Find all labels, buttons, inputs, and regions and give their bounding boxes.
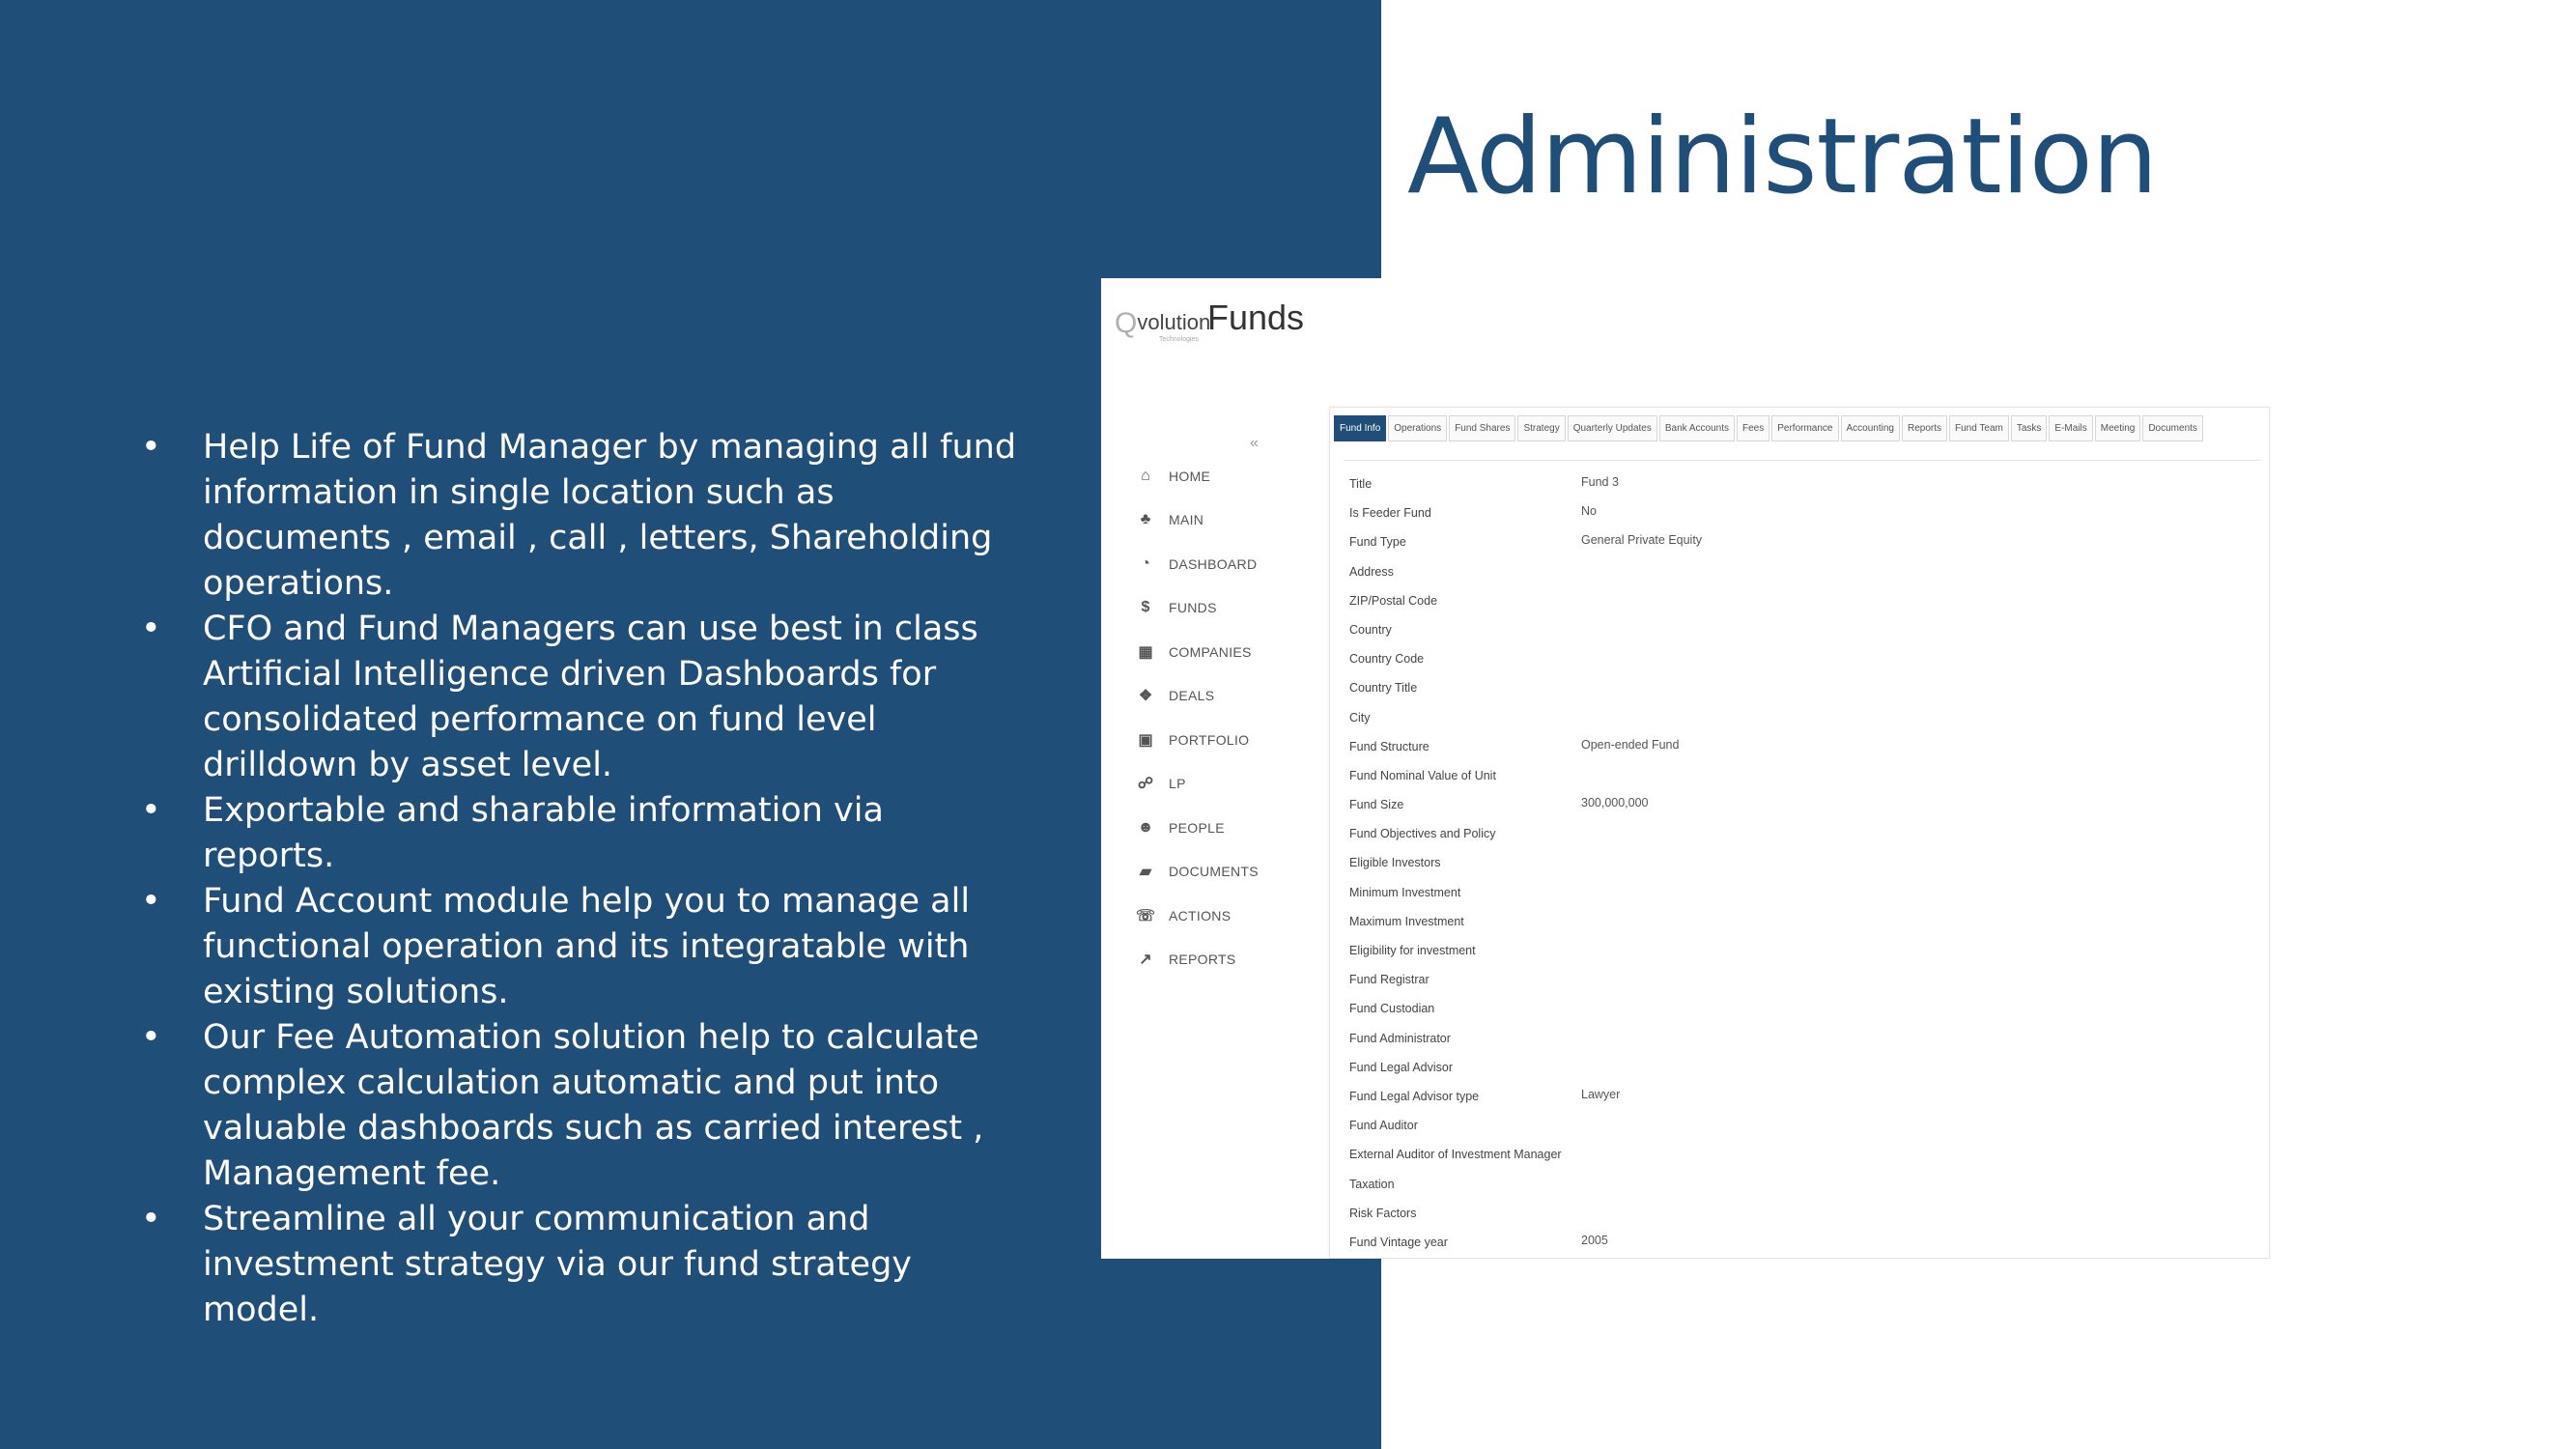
field-value: Lawyer bbox=[1581, 1087, 1621, 1101]
app-screenshot bbox=[1101, 278, 2270, 1259]
field-label: Address bbox=[1349, 564, 1394, 579]
bullet-list bbox=[135, 425, 1024, 1333]
logo-mark-icon: Q bbox=[1115, 307, 1138, 339]
field-label: Fund Registrar bbox=[1349, 973, 1430, 987]
field-label: City bbox=[1349, 710, 1371, 724]
tab-tasks[interactable]: Tasks bbox=[2011, 415, 2048, 441]
field-value: Open-ended Fund bbox=[1581, 737, 1680, 752]
sidebar-item-label: ACTIONS bbox=[1169, 907, 1231, 923]
field-label: Maximum Investment bbox=[1349, 914, 1464, 928]
sidebar-item-actions[interactable] bbox=[1132, 894, 1287, 938]
tab-documents[interactable]: Documents bbox=[2142, 415, 2203, 441]
field-value: Fund 3 bbox=[1581, 475, 1619, 489]
field-label: Minimum Investment bbox=[1349, 885, 1461, 899]
divider bbox=[1344, 460, 2261, 461]
field-label: Country Code bbox=[1349, 652, 1425, 667]
field-label: Fund Structure bbox=[1349, 739, 1430, 753]
sidebar-item-label: REPORTS bbox=[1169, 952, 1236, 968]
sidebar-item-label: FUNDS bbox=[1169, 600, 1217, 616]
field-label: Title bbox=[1349, 477, 1373, 491]
field-label: Is Feeder Fund bbox=[1349, 506, 1431, 521]
tab-reports[interactable]: Reports bbox=[1902, 415, 1947, 441]
sidebar-nav bbox=[1132, 454, 1287, 981]
field-label: Fund Legal Advisor type bbox=[1349, 1089, 1480, 1103]
page-title: Funds bbox=[1207, 298, 1305, 337]
bullet-item: • Exportable and sharable information via reports. bbox=[135, 788, 1024, 879]
tab-bank-accounts[interactable]: Bank Accounts bbox=[1659, 415, 1735, 441]
field-label: Risk Factors bbox=[1349, 1206, 1417, 1220]
field-label: Country bbox=[1349, 622, 1392, 637]
field-label: Fund Objectives and Policy bbox=[1349, 827, 1496, 841]
sidebar-item-portfolio[interactable] bbox=[1132, 718, 1287, 762]
dollar-icon: $ bbox=[1141, 599, 1150, 616]
field-value: No bbox=[1581, 504, 1597, 519]
bullet-item: • CFO and Fund Managers can use best in class Artificial Intelligence driven Dashboards for consolidated performance on fund level drilldown by asset level. bbox=[135, 607, 1024, 788]
users-icon: ☻ bbox=[1137, 818, 1154, 836]
sidebar-item-label: DASHBOARD bbox=[1169, 555, 1258, 572]
sidebar-item-label: HOME bbox=[1169, 468, 1211, 484]
tab-accounting[interactable]: Accounting bbox=[1841, 415, 1900, 441]
tab-performance[interactable]: Performance bbox=[1771, 415, 1838, 441]
sidebar-item-dashboard[interactable] bbox=[1132, 542, 1287, 586]
field-label: Fund Nominal Value of Unit bbox=[1349, 768, 1496, 782]
field-label: External Auditor of Investment Manager bbox=[1349, 1148, 1562, 1162]
field-label: Eligibility for investment bbox=[1349, 944, 1476, 957]
logo-subtext: Technologies bbox=[1159, 336, 1199, 343]
sidebar-item-reports[interactable] bbox=[1132, 938, 1287, 982]
bullet-item: • Help Life of Fund Manager by managing all fund information in single location such as documents , email , call , letters, Shareholding operations. bbox=[135, 425, 1024, 607]
field-label: Fund Administrator bbox=[1349, 1031, 1451, 1045]
field-value: 2005 bbox=[1581, 1233, 1608, 1247]
bullet-item: • Fund Account module help you to manage all functional operation and its integratable with existing solutions. bbox=[135, 879, 1024, 1015]
sidebar-item-deals[interactable] bbox=[1132, 674, 1287, 719]
bullet-item: • Streamline all your communication and investment strategy via our fund strategy model. bbox=[135, 1197, 1024, 1333]
field-label: Fund Size bbox=[1349, 798, 1404, 812]
sidebar-item-funds[interactable] bbox=[1132, 586, 1287, 631]
field-label: Eligible Investors bbox=[1349, 856, 1441, 870]
tab-fees[interactable]: Fees bbox=[1737, 415, 1769, 441]
tab-strategy[interactable]: Strategy bbox=[1517, 415, 1565, 441]
sidebar-item-label: MAIN bbox=[1169, 512, 1204, 528]
bullet-item: • Our Fee Automation solution help to calculate complex calculation automatic and put into valuable dashboards such as carried interest , Management fee. bbox=[135, 1015, 1024, 1197]
tab-operations[interactable]: Operations bbox=[1388, 415, 1447, 441]
sidebar-item-label: DEALS bbox=[1169, 688, 1215, 704]
logo-text: volution bbox=[1137, 309, 1211, 334]
tab-fund-info[interactable]: Fund Info bbox=[1334, 415, 1386, 441]
line-chart-icon: ↗ bbox=[1139, 952, 1152, 969]
field-label: Fund Type bbox=[1349, 535, 1406, 550]
field-value: General Private Equity bbox=[1581, 533, 1703, 548]
field-value: 300,000,000 bbox=[1581, 796, 1649, 810]
field-label: Taxation bbox=[1349, 1177, 1395, 1191]
tab-fund-team[interactable]: Fund Team bbox=[1949, 415, 2009, 441]
app-logo[interactable] bbox=[1115, 307, 1211, 343]
collapse-sidebar-icon[interactable]: « bbox=[1250, 435, 1259, 451]
tab-quarterly-updates[interactable]: Quarterly Updates bbox=[1568, 415, 1657, 441]
cubes-icon: ❖ bbox=[1138, 688, 1153, 705]
tab-bar bbox=[1334, 415, 2203, 441]
fund-info-panel bbox=[1329, 407, 2270, 1259]
sidebar-item-companies[interactable] bbox=[1132, 630, 1287, 674]
tab-e-mails[interactable]: E-Mails bbox=[2049, 415, 2092, 441]
field-label: Fund Auditor bbox=[1349, 1119, 1418, 1133]
money-icon: ▣ bbox=[1138, 731, 1153, 749]
folder-icon: ▰ bbox=[1139, 864, 1152, 881]
tab-meeting[interactable]: Meeting bbox=[2095, 415, 2141, 441]
field-label: Country Title bbox=[1349, 681, 1418, 696]
building-icon: ▦ bbox=[1138, 643, 1153, 661]
slide-title: Fund Administration bbox=[1126, 97, 2158, 217]
field-label: Fund Custodian bbox=[1349, 1002, 1435, 1016]
sidebar-item-lp[interactable] bbox=[1132, 762, 1287, 807]
field-label: Fund Vintage year bbox=[1349, 1235, 1448, 1249]
sidebar-item-label: LP bbox=[1169, 776, 1186, 792]
sidebar-item-main[interactable] bbox=[1132, 498, 1287, 543]
comments-icon: ☏ bbox=[1135, 907, 1155, 924]
sidebar-item-home[interactable] bbox=[1132, 454, 1287, 498]
sidebar-item-people[interactable] bbox=[1132, 806, 1287, 850]
sidebar-item-label: COMPANIES bbox=[1169, 643, 1252, 660]
sidebar-item-label: PORTFOLIO bbox=[1169, 731, 1250, 748]
dashboard-icon: ◔ bbox=[1141, 554, 1150, 572]
home-icon: ⌂ bbox=[1141, 467, 1150, 484]
sidebar-item-documents[interactable] bbox=[1132, 850, 1287, 895]
sidebar-item-label: DOCUMENTS bbox=[1169, 864, 1259, 880]
field-label: ZIP/Postal Code bbox=[1349, 593, 1438, 608]
sidebar-item-label: PEOPLE bbox=[1169, 819, 1225, 836]
handshake-icon: ☍ bbox=[1137, 776, 1154, 793]
sitemap-icon: ♣ bbox=[1140, 511, 1151, 528]
field-label: Fund Legal Advisor bbox=[1349, 1060, 1454, 1074]
tab-fund-shares[interactable]: Fund Shares bbox=[1449, 415, 1515, 441]
